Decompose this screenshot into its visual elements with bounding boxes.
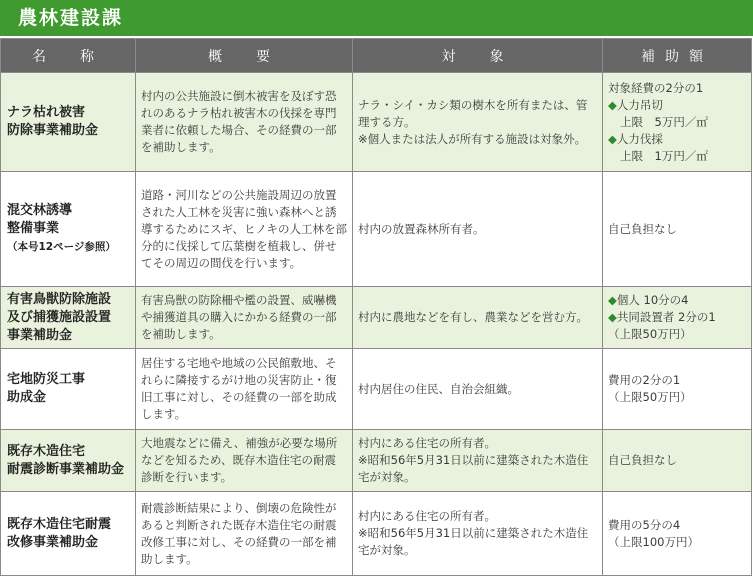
column-header-summary: 概 要 — [136, 39, 353, 73]
page-reference-note: （本号12ページ参照） — [7, 241, 116, 253]
program-name: 宅地防災工事 助成金 — [1, 349, 136, 430]
program-summary: 村内の公共施設に倒木被害を及ぼす恐れのあるナラ枯れ被害木の伐採を専門業者に依頼した場合、その経費の一部を補助します。 — [136, 73, 353, 172]
column-header-name: 名 称 — [1, 39, 136, 73]
program-target: 村内の放置森林所有者。 — [353, 172, 603, 287]
table-row — [1, 172, 752, 287]
program-summary: 大地震などに備え、補強が必要な場所などを知るため、既存木造住宅の耐震診断を行います。 — [136, 430, 353, 492]
program-summary: 居住する宅地や地域の公民館敷地、それらに隣接するがけ地の災害防止・復旧工事に対し、その経費の一部を助成します。 — [136, 349, 353, 430]
program-target: 村内にある住宅の所有者。 ※昭和56年5月31日以前に建築された木造住宅が対象。 — [353, 430, 603, 492]
program-summary: 有害鳥獣の防除柵や檻の設置、威嚇機や捕獲道具の購入にかかる経費の一部を補助します。 — [136, 287, 353, 349]
program-amount: 自己負担なし — [603, 172, 752, 287]
program-amount: ◆個人 10分の4 ◆共同設置者 2分の1 （上限50万円） — [603, 287, 752, 349]
table-header-row — [1, 39, 752, 73]
table-row — [1, 349, 752, 430]
program-name: 混交林誘導 整備事業 （本号12ページ参照） — [1, 172, 136, 287]
table-row — [1, 492, 752, 576]
program-target: 村内にある住宅の所有者。 ※昭和56年5月31日以前に建築された木造住宅が対象。 — [353, 492, 603, 576]
column-header-amount: 補助額 — [603, 39, 752, 73]
program-name: 有害鳥獣防除施設 及び捕獲施設設置 事業補助金 — [1, 287, 136, 349]
diamond-bullet-icon: ◆ — [608, 293, 617, 307]
subsidy-table — [0, 38, 752, 576]
program-summary: 耐震診断結果により、倒壊の危険性があると判断された既存木造住宅の耐震改修工事に対し、その経費の一部を補助します。 — [136, 492, 353, 576]
program-name: 既存木造住宅耐震 改修事業補助金 — [1, 492, 136, 576]
diamond-bullet-icon: ◆ — [608, 131, 617, 146]
program-target: 村内居住の住民、自治会組織。 — [353, 349, 603, 430]
section-title: 農林建設課 — [18, 7, 124, 29]
amount-limit: 上限 1万円／㎡ — [620, 148, 708, 163]
program-target: ナラ・シイ・カシ類の樹木を所有または、管理する方。 ※個人または法人が所有する施設は対象外。 — [353, 73, 603, 172]
diamond-bullet-icon: ◆ — [608, 97, 617, 112]
column-header-target: 対 象 — [353, 39, 603, 73]
program-amount: 自己負担なし — [603, 430, 752, 492]
program-summary: 道路・河川などの公共施設周辺の放置された人工林を災害に強い森林へと誘導するためにスギ、ヒノキの人工林を部分的に伐採して広葉樹を植栽し、併せてその周辺の間伐を行います。 — [136, 172, 353, 287]
section-banner — [0, 0, 753, 36]
table-row — [1, 73, 752, 172]
diamond-bullet-icon: ◆ — [608, 310, 617, 324]
program-amount: 対象経費の2分の1 ◆人力吊切 上限 5万円／㎡ ◆人力伐採 上限 1万円／㎡ — [603, 73, 752, 172]
program-amount: 費用の5分の4 （上限100万円） — [603, 492, 752, 576]
amount-limit: 上限 5万円／㎡ — [620, 114, 708, 129]
program-name: 既存木造住宅 耐震診断事業補助金 — [1, 430, 136, 492]
program-target: 村内に農地などを有し、農業などを営む方。 — [353, 287, 603, 349]
table-row — [1, 430, 752, 492]
program-name: ナラ枯れ被害 防除事業補助金 — [1, 73, 136, 172]
program-amount: 費用の2分の1 （上限50万円） — [603, 349, 752, 430]
table-row — [1, 287, 752, 349]
